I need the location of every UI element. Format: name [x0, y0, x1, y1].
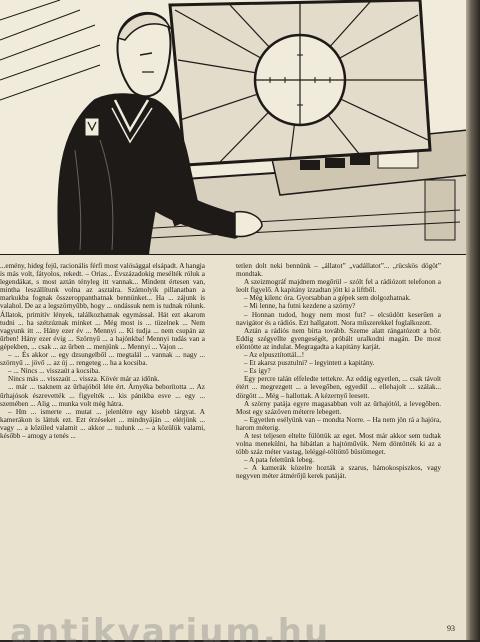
comic-illustration: [0, 0, 468, 255]
paragraph: A test teljesen eltelte fülöttük az eget. Most már akkor sem tudtak volna menekülni, ha hibátlan a hajtóművük. Nem döntötték ki az a több száz méter vastag, leléggé-töltöttő büstömeget.: [236, 431, 441, 457]
paragraph: ... már ... tsaknem az űrhajóból léte ért. Árnyéka beborította ... Az űrhajósok észrevették ... figyelték ... kis pánikba esve ... egy ... szemében ... Alig ... munka volt még hátra.: [0, 383, 205, 408]
paragraph: – Még kilenc óra. Gyorsabban a gépek sem dolgozhatnak.: [244, 294, 411, 303]
paragraph: – Es így?: [244, 367, 271, 376]
book-spine-edge: [466, 0, 480, 640]
page-number: 93: [447, 624, 455, 633]
crosshair-screen: [170, 0, 430, 165]
paragraph: ...emény, hideg fejű, racionális férfi most valósággal elsápadt. A hangja is más volt, fátyolos, rekedt. – Orias... Évszázadokig mesélték róluk a legendákat, s most aztán tényleg itt vannak... Mindent értesen van, mintha leszállítunk volna az asztalra. Számolyik pillanatban a markukba fognak összeroppanthatnak bennünket... Ha ... zájunk is valahol. De az a legszörnyűbb, hogy ... ondássuk nem is tudnak rólunk. Állatok, primitív lények, találkozhatnak egymással. Hát ezt akarom tudni ... ha szétzúznak minket ... Még most is ... tüzelnek ... Nem vagyunk itt ... Hány ezer év ... Mennyi ... Ki tudja ... nem csupán az űrben! Hány ezer évig ... Szörnyű ... a hajónkba! Mennyi tudás van a gépekben, ... csak ... az űrben ... menjünk ... Mennyi ... Vajon ...: [0, 262, 205, 351]
paragraph: – ... És akkor ... egy dzsungelből ... megtalál ... vannak ... nagy ... szörnyű ... jövő ... az új ... rengeteg ... ha a kocsiba.: [0, 351, 205, 368]
paragraph: Nincs más ... visszaút ... vissza. Kövér már az időnk.: [8, 375, 160, 384]
text-column-left: [0, 262, 205, 622]
paragraph: – Az elpusztítottál...!: [244, 351, 305, 360]
watermark: antikvarium.hu: [10, 612, 331, 642]
paragraph: – Hm ... ismerte ... mutat ... jelenlétre egy kisebb tárgyat. A kamerákon is láttuk ezt. Ezt érzéseket ... mindnyáján ... elérjünk ... vagy ... a közüled valamit ... akkor ... tudunk ... – a közülük valami, később – amogy a tenés ...: [0, 407, 205, 440]
paragraph: – A kamerák közelre hozták a szarus, hámokospiszkos, vagy negyven méter átmérőjű kerek patáját.: [236, 464, 441, 481]
paragraph: – Egyetlen esélyünk van – mondta Norre. – Ha nem jön rá a hajóra, harom méterig.: [236, 415, 441, 432]
paragraph: A szeizmográf majdnem megőrül – szólt fel a rádiózott telefonon a leolt figyelő. A kapitány izzadtan jött ki a liftből.: [236, 278, 441, 295]
paragraph: – Honnan tudod, hogy nem most fut? – elcsüdött keserűen a navigátor és a rádiós. Ezt hallgatott. Nora műszerekkel foglalkozott.: [236, 310, 441, 327]
paragraph: – A pata felettünk lebeg.: [244, 456, 315, 465]
paragraph: – Et akarsz pusztulni? – legyintett a kapitány.: [244, 359, 375, 368]
paragraph: Egy percre talán elfeledte tettekre. Az eddig egyetlen, ... csak távolt étért ... megrezgett ... a levegőben, egyedül ... ellehajolt ... szálak... dörgött ... Még – hallottak. A kézernyő leesett.: [236, 375, 441, 400]
paragraph: tetlen dolt neki bennünk – „állatot” „vadállatot”... „rücskös dögöt” mondtak.: [236, 262, 441, 279]
paragraph: – ... Nincs ... visszaút a kocsiba.: [8, 367, 101, 376]
text-column-right: [236, 262, 441, 622]
paragraph: – Mi lenne, ha futni kezdene a szörny?: [244, 302, 356, 311]
paragraph: Aztán a rádiós nem bírta tovább. Szeme alatt rángatózott a bőr. Eddig szégyellte gyengeségét, próbált uralkodni magán. De most elöntötte az indulat. Megragadta a kapitány karját.: [236, 326, 441, 351]
paragraph: A szörny patája egyre magasabban volt az űrhajótól, a levegőben. Most egy százöven méterre lebegett.: [236, 399, 441, 416]
